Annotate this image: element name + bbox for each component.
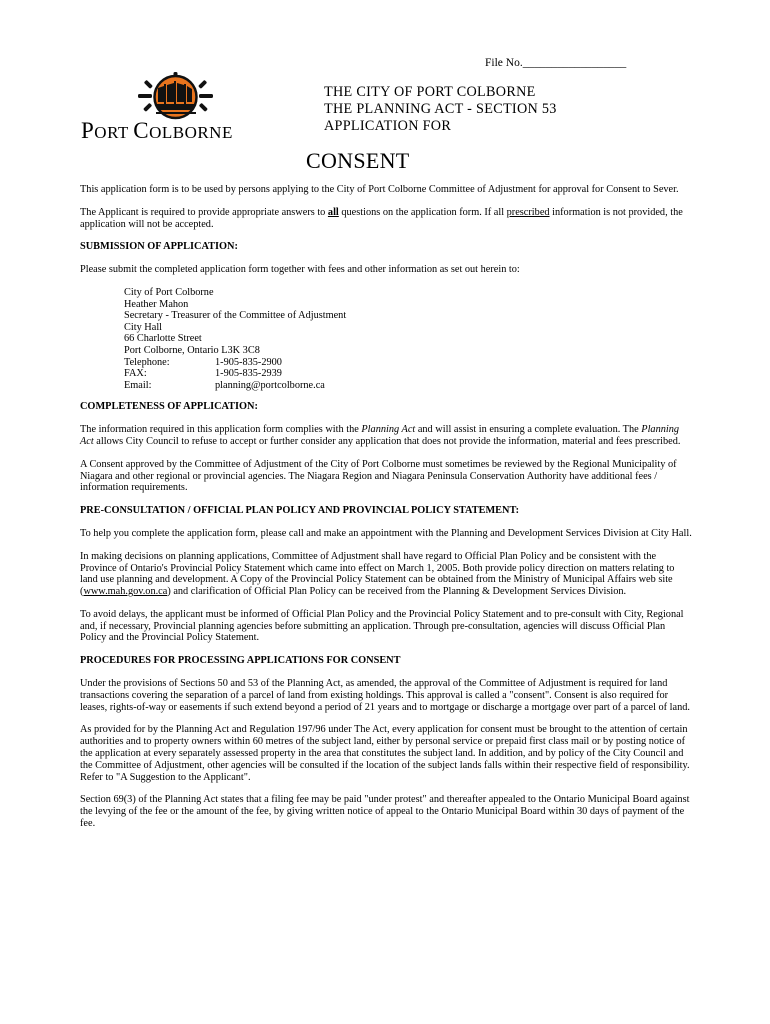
appointment-paragraph: To help you complete the application form, please call and make an appointment with the Planning and Development Services Division at City Hall.	[80, 527, 692, 539]
address-line: 66 Charlotte Street	[124, 333, 202, 345]
document-title: CONSENT	[306, 148, 410, 173]
completeness-heading: COMPLETENESS OF APPLICATION:	[80, 401, 258, 413]
heading-line-application: APPLICATION FOR	[324, 118, 452, 134]
email-row: Email: planning@portcolborne.ca	[124, 379, 325, 391]
filing-fee-paragraph: Section 69(3) of the Planning Act states that a filing fee may be paid "under protest" and thereafter appealed to the Ontario Municipal Board against the levying of the fee or the amount of the fee, by giving written notice of appeal to the Ontario Municipal Board within 30 days of payment of the fee.	[80, 794, 690, 830]
address-line: City Hall	[124, 321, 163, 333]
completeness-paragraph: The information required in this application form complies with the Planning Act and will assist in ensuring a complete evaluation. The Planning Act allows City Council to refuse to accept or further consider any application that does not provide the information, material and fees prescribed.	[80, 424, 681, 447]
submission-paragraph: Please submit the completed application form together with fees and other information as set out herein to:	[80, 264, 520, 276]
fax-row: FAX: 1-905-835-2939	[124, 368, 282, 380]
address-line: Port Colborne, Ontario L3K 3C8	[124, 344, 260, 356]
policy-paragraph: In making decisions on planning applications, Committee of Adjustment shall have regard to Official Plan Policy and be consistent with the Province of Ontario's Provincial Policy Statement which came into effect on March 1, 2005. Both provide policy direction on matters relating to land use planning and development. A Copy of the Provincial Policy Statement can be obtained from the Ministry of Municipal Affairs web site (www.mah.gov.on.ca) and clarification of Official Plan Policy can be received from the Planning & Development Services Division.	[80, 550, 675, 598]
address-line: City of Port Colborne	[124, 286, 214, 298]
mailing-address	[124, 287, 692, 391]
submission-heading: SUBMISSION OF APPLICATION:	[80, 241, 238, 253]
telephone-row: Telephone: 1-905-835-2900	[124, 356, 282, 368]
intro-paragraph: This application form is to be used by persons applying to the City of Port Colborne Committee of Adjustment for approval for Consent to Sever.	[80, 184, 679, 195]
provisions-paragraph: Under the provisions of Sections 50 and 53 of the Planning Act, as amended, the approval of the Committee of Adjustment is required for land transactions covering the separation of a parcel of land from existing holdings. This approval is called a "consent". Consent is also required for leases, rights-of-way or easements if such extend beyond a period of 21 years and to mortgage or discharge a mortgage over part of a parcel of land.	[80, 678, 690, 713]
regional-review-paragraph: A Consent approved by the Committee of Adjustment of the City of Port Colborne must sometimes be reviewed by the Regional Municipality of Niagara and other regional or provincial agencies. The Niagara Region and Niagara Peninsula Conservation Authority have additional fees / information requirements.	[80, 458, 677, 494]
logo-wordmark: PORT COLBORNE	[81, 118, 233, 143]
procedures-heading: PROCEDURES FOR PROCESSING APPLICATIONS FOR CONSENT	[80, 655, 401, 667]
address-line: Secretary - Treasurer of the Committee of Adjustment	[124, 310, 347, 322]
heading-line-city: THE CITY OF PORT COLBORNE	[324, 84, 536, 100]
file-number-field: File No.__________________	[485, 57, 627, 69]
ministry-website-link[interactable]: www.mah.gov.on.ca	[83, 586, 168, 598]
notice-paragraph: As provided for by the Planning Act and Regulation 197/96 under The Act, every application for consent must be brought to the attention of certain authorities and to property owners within 60 metres of the subject land, either by personal service or prepaid first class mail or by posting notice of the application at every separately assessed property in the area that constitutes the subject land. In addition, and by policy of the City Council and the Committee of Adjustment, other agencies will be consulted if the location of the subject lands falls within their respective field of responsibility. Refer to "A Suggestion to the Applicant".	[80, 724, 690, 783]
avoid-delays-paragraph: To avoid delays, the applicant must be informed of Official Plan Policy and the Provincial Policy Statement and to pre-consult with City, Regional and, if necessary, Provincial planning agencies before submitting an application. Through pre-consultation, agencies will discuss Official Plan Policy and the Provincial Policy Statement.	[80, 608, 684, 644]
preconsultation-heading: PRE-CONSULTATION / OFFICIAL PLAN POLICY AND PROVINCIAL POLICY STATEMENT:	[80, 505, 519, 517]
document-heading	[324, 84, 557, 135]
requirement-paragraph: The Applicant is required to provide appropriate answers to all questions on the application form. If all prescribed information is not provided, the application will not be accepted.	[80, 206, 683, 230]
heading-line-act: THE PLANNING ACT - SECTION 53	[324, 101, 557, 117]
document-body	[80, 184, 692, 841]
address-line: Heather Mahon	[124, 298, 189, 310]
